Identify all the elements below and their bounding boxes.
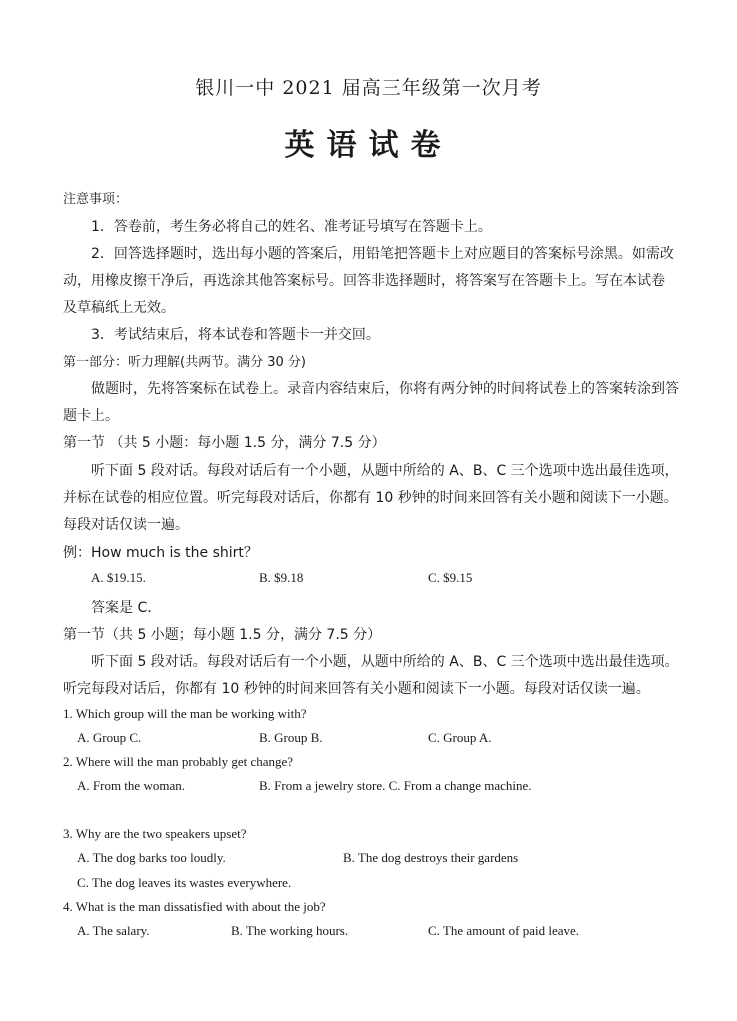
question-4: 4. What is the man dissatisfied with about the job? <box>63 899 326 914</box>
part1-heading: 第一部分：听力理解(共两节。满分 30 分) <box>63 355 306 370</box>
part1-intro-line-1: 做题时，先将答案标在试卷上。录音内容结束后，你将有两分钟的时间将试卷上的答案转涂到答 <box>91 381 679 397</box>
question-3: 3. Why are the two speakers upset? <box>63 826 247 841</box>
example-question: 例：How much is the shirt？ <box>63 545 258 561</box>
section1-heading: 第一节 （共 5 小题：每小题 1.5 分，满分 7.5 分） <box>63 435 386 451</box>
notes-item-2-line-2: 动，用橡皮擦干净后，再选涂其他答案标号。回答非选择题时，将答案写在答题卡上。写在本试卷 <box>63 273 665 289</box>
section2-heading: 第一节（共 5 小题；每小题 1.5 分，满分 7.5 分） <box>63 627 382 643</box>
section2-line-2: 听完每段对话后，你都有 10 秒钟的时间来回答有关小题和阅读下一小题。每段对话仅读一遍。 <box>63 681 650 697</box>
question-1-option-b: B. Group B. <box>259 730 323 745</box>
example-option-c: C. $9.15 <box>428 570 473 585</box>
question-1-option-a: A. Group C. <box>77 730 142 745</box>
question-2: 2. Where will the man probably get change? <box>63 754 294 769</box>
example-option-a: A. $19.15. <box>91 570 146 585</box>
section1-line-1: 听下面 5 段对话。每段对话后有一个小题，从题中所给的 A、B、C 三个选项中选出最佳选项， <box>91 463 679 479</box>
example-answer: 答案是 C. <box>91 600 152 616</box>
question-4-option-b: B. The working hours. <box>231 923 349 938</box>
notes-heading: 注意事项： <box>63 192 129 207</box>
question-3-option-b: B. The dog destroys their gardens <box>343 850 519 865</box>
question-4-option-a: A. The salary. <box>77 923 150 938</box>
question-3-option-a: A. The dog barks too loudly. <box>77 850 226 865</box>
notes-item-2-line-3: 及草稿纸上无效。 <box>63 300 175 316</box>
part1-intro-line-2: 题卡上。 <box>63 408 119 424</box>
section2-line-1: 听下面 5 段对话。每段对话后有一个小题，从题中所给的 A、B、C 三个选项中选出最佳选项。 <box>91 654 679 670</box>
question-2-option-bc: B. From a jewelry store. C. From a change machine. <box>259 778 532 793</box>
section1-line-3: 每段对话仅读一遍。 <box>63 517 189 533</box>
question-1: 1. Which group will the man be working with? <box>63 706 307 721</box>
notes-item-3: 3．考试结束后，将本试卷和答题卡一并交回。 <box>91 327 380 343</box>
question-2-option-a: A. From the woman. <box>77 778 185 793</box>
exam-subject-title: 英语试卷 <box>284 128 453 163</box>
question-1-option-c: C. Group A. <box>428 730 492 745</box>
notes-item-1: 1．答卷前，考生务必将自己的姓名、准考证号填写在答题卡上。 <box>91 219 492 235</box>
question-4-option-c: C. The amount of paid leave. <box>428 923 580 938</box>
section1-line-2: 并标在试卷的相应位置。听完每段对话后，你都有 10 秒钟的时间来回答有关小题和阅读下一小题。 <box>63 490 678 506</box>
exam-title: 银川一中 2021 届高三年级第一次月考 <box>195 77 542 99</box>
example-option-b: B. $9.18 <box>259 570 304 585</box>
notes-item-2-line-1: 2．回答选择题时，选出每小题的答案后，用铅笔把答题卡上对应题目的答案标号涂黑。如需改 <box>91 246 674 262</box>
question-3-option-c: C. The dog leaves its wastes everywhere. <box>77 875 292 890</box>
